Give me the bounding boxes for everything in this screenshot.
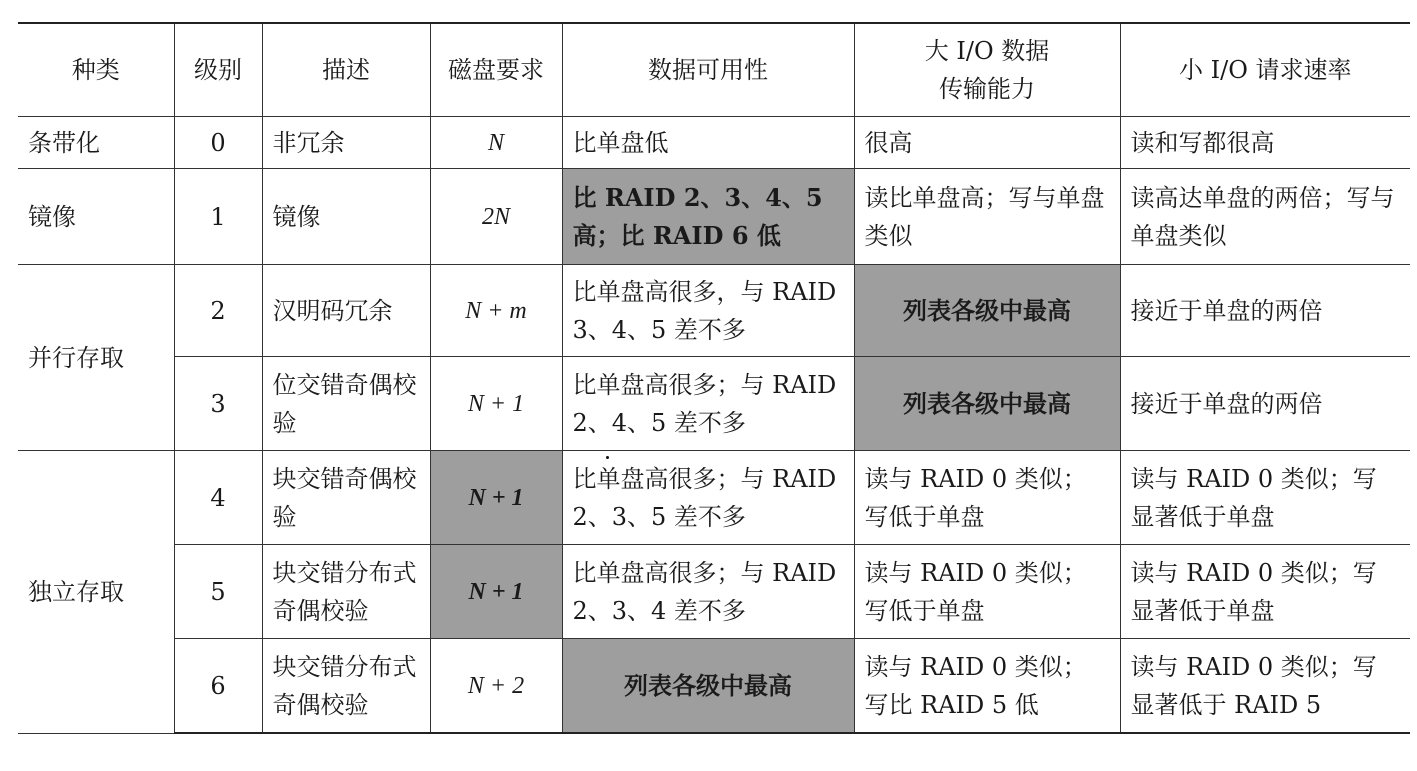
table-row [18, 117, 1410, 169]
cell-small-io: 读与 RAID 0 类似；写显著低于单盘 [1120, 451, 1410, 545]
header-disk-requirement: 磁盘要求 [430, 23, 562, 117]
header-data-availability: 数据可用性 [562, 23, 854, 117]
cell-description: 非冗余 [262, 117, 430, 169]
cell-small-io: 接近于单盘的两倍 [1120, 357, 1410, 451]
cell-small-io: 读和写都很高 [1120, 117, 1410, 169]
cell-large-io: 列表各级中最高 [854, 357, 1120, 451]
cell-small-io: 接近于单盘的两倍 [1120, 265, 1410, 357]
cell-disk-requirement: 2N [430, 169, 562, 265]
cell-data-availability: 比 RAID 2、3、4、5 高；比 RAID 6 低 [562, 169, 854, 265]
cell-level: 3 [174, 357, 262, 451]
cell-level: 0 [174, 117, 262, 169]
cell-data-availability: 比单盘高很多；与 RAID 2、4、5 差不多 [562, 357, 854, 451]
cell-data-availability: 比单盘高很多，与 RAID 3、4、5 差不多 [562, 265, 854, 357]
cell-level: 4 [174, 451, 262, 545]
cell-level: 1 [174, 169, 262, 265]
table-row [18, 451, 1410, 545]
cell-disk-requirement: N + 1 [430, 451, 562, 545]
cell-large-io: 列表各级中最高 [854, 265, 1120, 357]
cell-large-io: 读与 RAID 0 类似；写低于单盘 [854, 545, 1120, 639]
cell-large-io: 读与 RAID 0 类似；写低于单盘 [854, 451, 1120, 545]
cell-small-io: 读与 RAID 0 类似；写显著低于单盘 [1120, 545, 1410, 639]
cell-small-io: 读高达单盘的两倍；写与单盘类似 [1120, 169, 1410, 265]
cell-category: 条带化 [18, 117, 174, 169]
cell-level: 6 [174, 639, 262, 733]
cell-data-availability: 列表各级中最高 [562, 639, 854, 733]
cell-category: 独立存取 [18, 451, 174, 733]
cell-description: 镜像 [262, 169, 430, 265]
cell-disk-requirement: N + 1 [430, 545, 562, 639]
header-large-io-label: 大 I/O 数据 传输能力 [924, 37, 1050, 103]
cell-disk-requirement: N + 1 [430, 357, 562, 451]
raid-levels-table [18, 22, 1410, 734]
cell-description: 位交错奇偶校验 [262, 357, 430, 451]
cell-large-io: 读比单盘高；写与单盘类似 [854, 169, 1120, 265]
cell-level: 5 [174, 545, 262, 639]
header-category: 种类 [18, 23, 174, 117]
cell-large-io: 读与 RAID 0 类似；写比 RAID 5 低 [854, 639, 1120, 733]
table-row [18, 357, 1410, 451]
table-row [18, 169, 1410, 265]
cell-disk-requirement: N + m [430, 265, 562, 357]
cell-category: 并行存取 [18, 265, 174, 451]
header-description: 描述 [262, 23, 430, 117]
cell-data-availability: 比单盘低 [562, 117, 854, 169]
table-row [18, 265, 1410, 357]
header-small-io: 小 I/O 请求速率 [1120, 23, 1410, 117]
cell-description: 块交错奇偶校验 [262, 451, 430, 545]
cell-data-availability: 比单盘高很多；与 RAID 2、3、4 差不多 [562, 545, 854, 639]
cell-level: 2 [174, 265, 262, 357]
cell-data-availability: 比单盘高很多；与 RAID 2、3、5 差不多 [562, 451, 854, 545]
cell-disk-requirement: N + 2 [430, 639, 562, 733]
header-level: 级别 [174, 23, 262, 117]
stray-dot-mark [606, 456, 609, 459]
table-row [18, 639, 1410, 733]
cell-category: 镜像 [18, 169, 174, 265]
header-row [18, 23, 1410, 117]
cell-large-io: 很高 [854, 117, 1120, 169]
table-row [18, 545, 1410, 639]
header-large-io [854, 23, 1120, 117]
cell-description: 汉明码冗余 [262, 265, 430, 357]
cell-description: 块交错分布式奇偶校验 [262, 545, 430, 639]
cell-small-io: 读与 RAID 0 类似；写显著低于 RAID 5 [1120, 639, 1410, 733]
cell-description: 块交错分布式奇偶校验 [262, 639, 430, 733]
cell-disk-requirement: N [430, 117, 562, 169]
